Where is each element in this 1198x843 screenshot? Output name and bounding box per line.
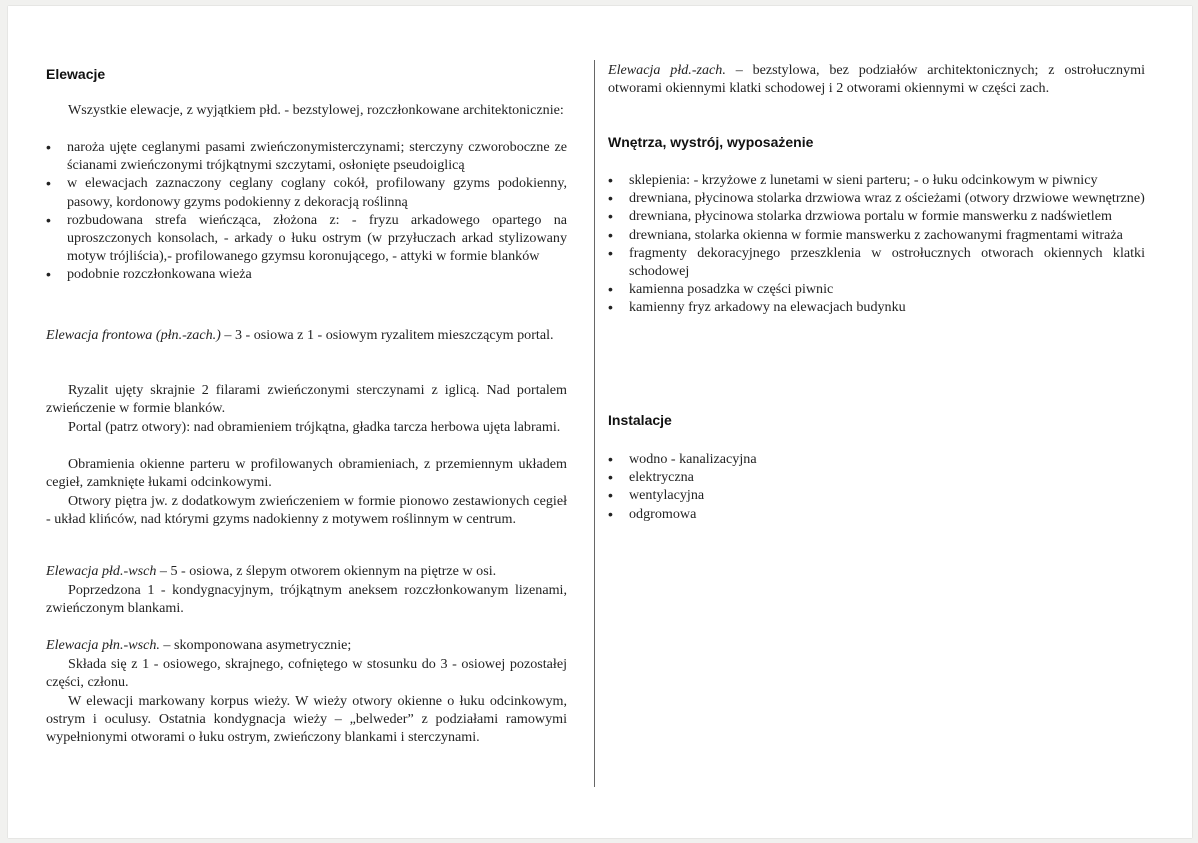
- pldwsch-paragraph-1: Poprzedzona 1 - kondygnacyjnym, trójkątnym aneksem rozczłonkowanym lizenami, zwieńczonym blankami.: [46, 582, 567, 617]
- list-item: • kamienny fryz arkadowy na elewacjach budynku: [608, 298, 1145, 316]
- frontowa-paragraph-3: Obramienia okienne parteru w profilowanych obramieniach, z przemiennym układem cegieł, zamknięte łukami odcinkowymi.: [46, 456, 567, 491]
- elewacja-pldzach-text: – bezstylowa, bez podziałów architektonicznych; z ostrołucznymi otworami okiennymi klatki schodowej i 2 otworami okiennymi w części zach.: [608, 62, 1145, 97]
- list-item: • drewniana, płycinowa stolarka drzwiowa portalu w formie manswerku z nadświetlem: [608, 207, 1145, 225]
- wnetrza-list: [608, 171, 1145, 317]
- elewacja-pldwsch-text: – 5 - osiowa, z ślepym otworem okiennym na piętrze w osi.: [156, 563, 497, 579]
- frontowa-paragraph-4: Otwory piętra jw. z dodatkowym zwieńczeniem w formie pionowo zestawionych cegieł - układ klińców, nad którymi gzyms nadokienny z motywem roślinnym w centrum.: [46, 493, 567, 528]
- list-item: • w elewacjach zaznaczony ceglany coglany cokół, profilowany gzyms podokienny, pasowy, kordonowy gzyms podokienny z dekoracją roślinną: [46, 174, 567, 210]
- list-item: • rozbudowana strefa wieńcząca, złożona z: - fryzu arkadowego opartego na uproszczonych konsolach, - arkady o łuku ostrym (w przyłuczach arkad stylizowany motyw trójliścia),- profilowanego gzymsu koronującego, - attyki w formie blanków: [46, 211, 567, 266]
- list-item: • naroża ujęte ceglanymi pasami zwieńczonymisterczynami; sterczyny czworoboczne ze ścianami zwieńczonymi trójkątnymi szczytami, osłonięte pseudoiglicą: [46, 138, 567, 174]
- intro-paragraph: Wszystkie elewacje, z wyjątkiem płd. - bezstylowej, rozczłonkowane architektonicznie:: [68, 102, 564, 118]
- elewacja-pldzach-label: Elewacja płd.-zach.: [608, 62, 726, 78]
- heading-wnetrza: Wnętrza, wystrój, wyposażenie: [608, 134, 814, 150]
- list-item: • drewniana, stolarka okienna w formie manswerku z zachowanymi fragmentami witraża: [608, 226, 1145, 244]
- list-item: • odgromowa: [608, 505, 1145, 523]
- list-item: • fragmenty dekoracyjnego przeszklenia w ostrołucznych otworach okiennych klatki schodowej: [608, 244, 1145, 280]
- plnwsch-paragraph-1: Składa się z 1 - osiowego, skrajnego, cofniętego w stosunku do 3 - osiowej pozostałej części, członu.: [46, 656, 567, 691]
- elewacja-pldwsch-label: Elewacja płd.-wsch: [46, 563, 157, 579]
- plnwsch-paragraph-2: W elewacji markowany korpus wieży. W wieży otwory okienne o łuku odcinkowym, ostrym i oculusy. Ostatnia kondygnacja wieży – „belweder” z podziałami ramowymi wypełnionymi otworami o łuku ostrym, zwieńczony blankami i sterczynami.: [46, 693, 567, 746]
- elewacja-frontowa-intro: [46, 326, 567, 344]
- heading-instalacje: Instalacje: [608, 412, 672, 428]
- list-item: • wentylacyjna: [608, 486, 1145, 504]
- elewacja-plnwsch-text: – skomponowana asymetrycznie;: [159, 637, 352, 653]
- document-page: [8, 6, 1192, 838]
- list-item: • podobnie rozczłonkowana wieża: [46, 265, 567, 283]
- elewacja-pldwsch-intro: [46, 562, 567, 580]
- list-item: • sklepienia: - krzyżowe z lunetami w sieni parteru; - o łuku odcinkowym w piwnicy: [608, 171, 1145, 189]
- instalacje-list: [608, 450, 1145, 523]
- elewacja-frontowa-label: Elewacja frontowa (płn.-zach.): [46, 327, 221, 343]
- elewacje-list: [46, 138, 567, 284]
- elewacja-pldzach-intro: [608, 61, 1145, 97]
- elewacja-plnwsch-label: Elewacja płn.-wsch.: [46, 637, 160, 653]
- column-divider: [594, 60, 595, 787]
- elewacja-plnwsch-intro: [46, 636, 567, 654]
- frontowa-paragraph-2: Portal (patrz otwory): nad obramieniem trójkątna, gładka tarcza herbowa ujęta labrami.: [68, 419, 561, 435]
- elewacja-frontowa-text: – 3 - osiowa z 1 - osiowym ryzalitem mieszczącym portal.: [220, 327, 554, 343]
- list-item: • kamienna posadzka w części piwnic: [608, 280, 1145, 298]
- frontowa-paragraph-1: Ryzalit ujęty skrajnie 2 filarami zwieńczonymi sterczynami z iglicą. Nad portalem zwieńczenie w formie blanków.: [46, 382, 567, 417]
- list-item: • drewniana, płycinowa stolarka drzwiowa wraz z ościeżami (otwory drzwiowe wewnętrzne): [608, 189, 1145, 207]
- list-item: • wodno - kanalizacyjna: [608, 450, 1145, 468]
- heading-elewacje: Elewacje: [46, 66, 106, 82]
- list-item: • elektryczna: [608, 468, 1145, 486]
